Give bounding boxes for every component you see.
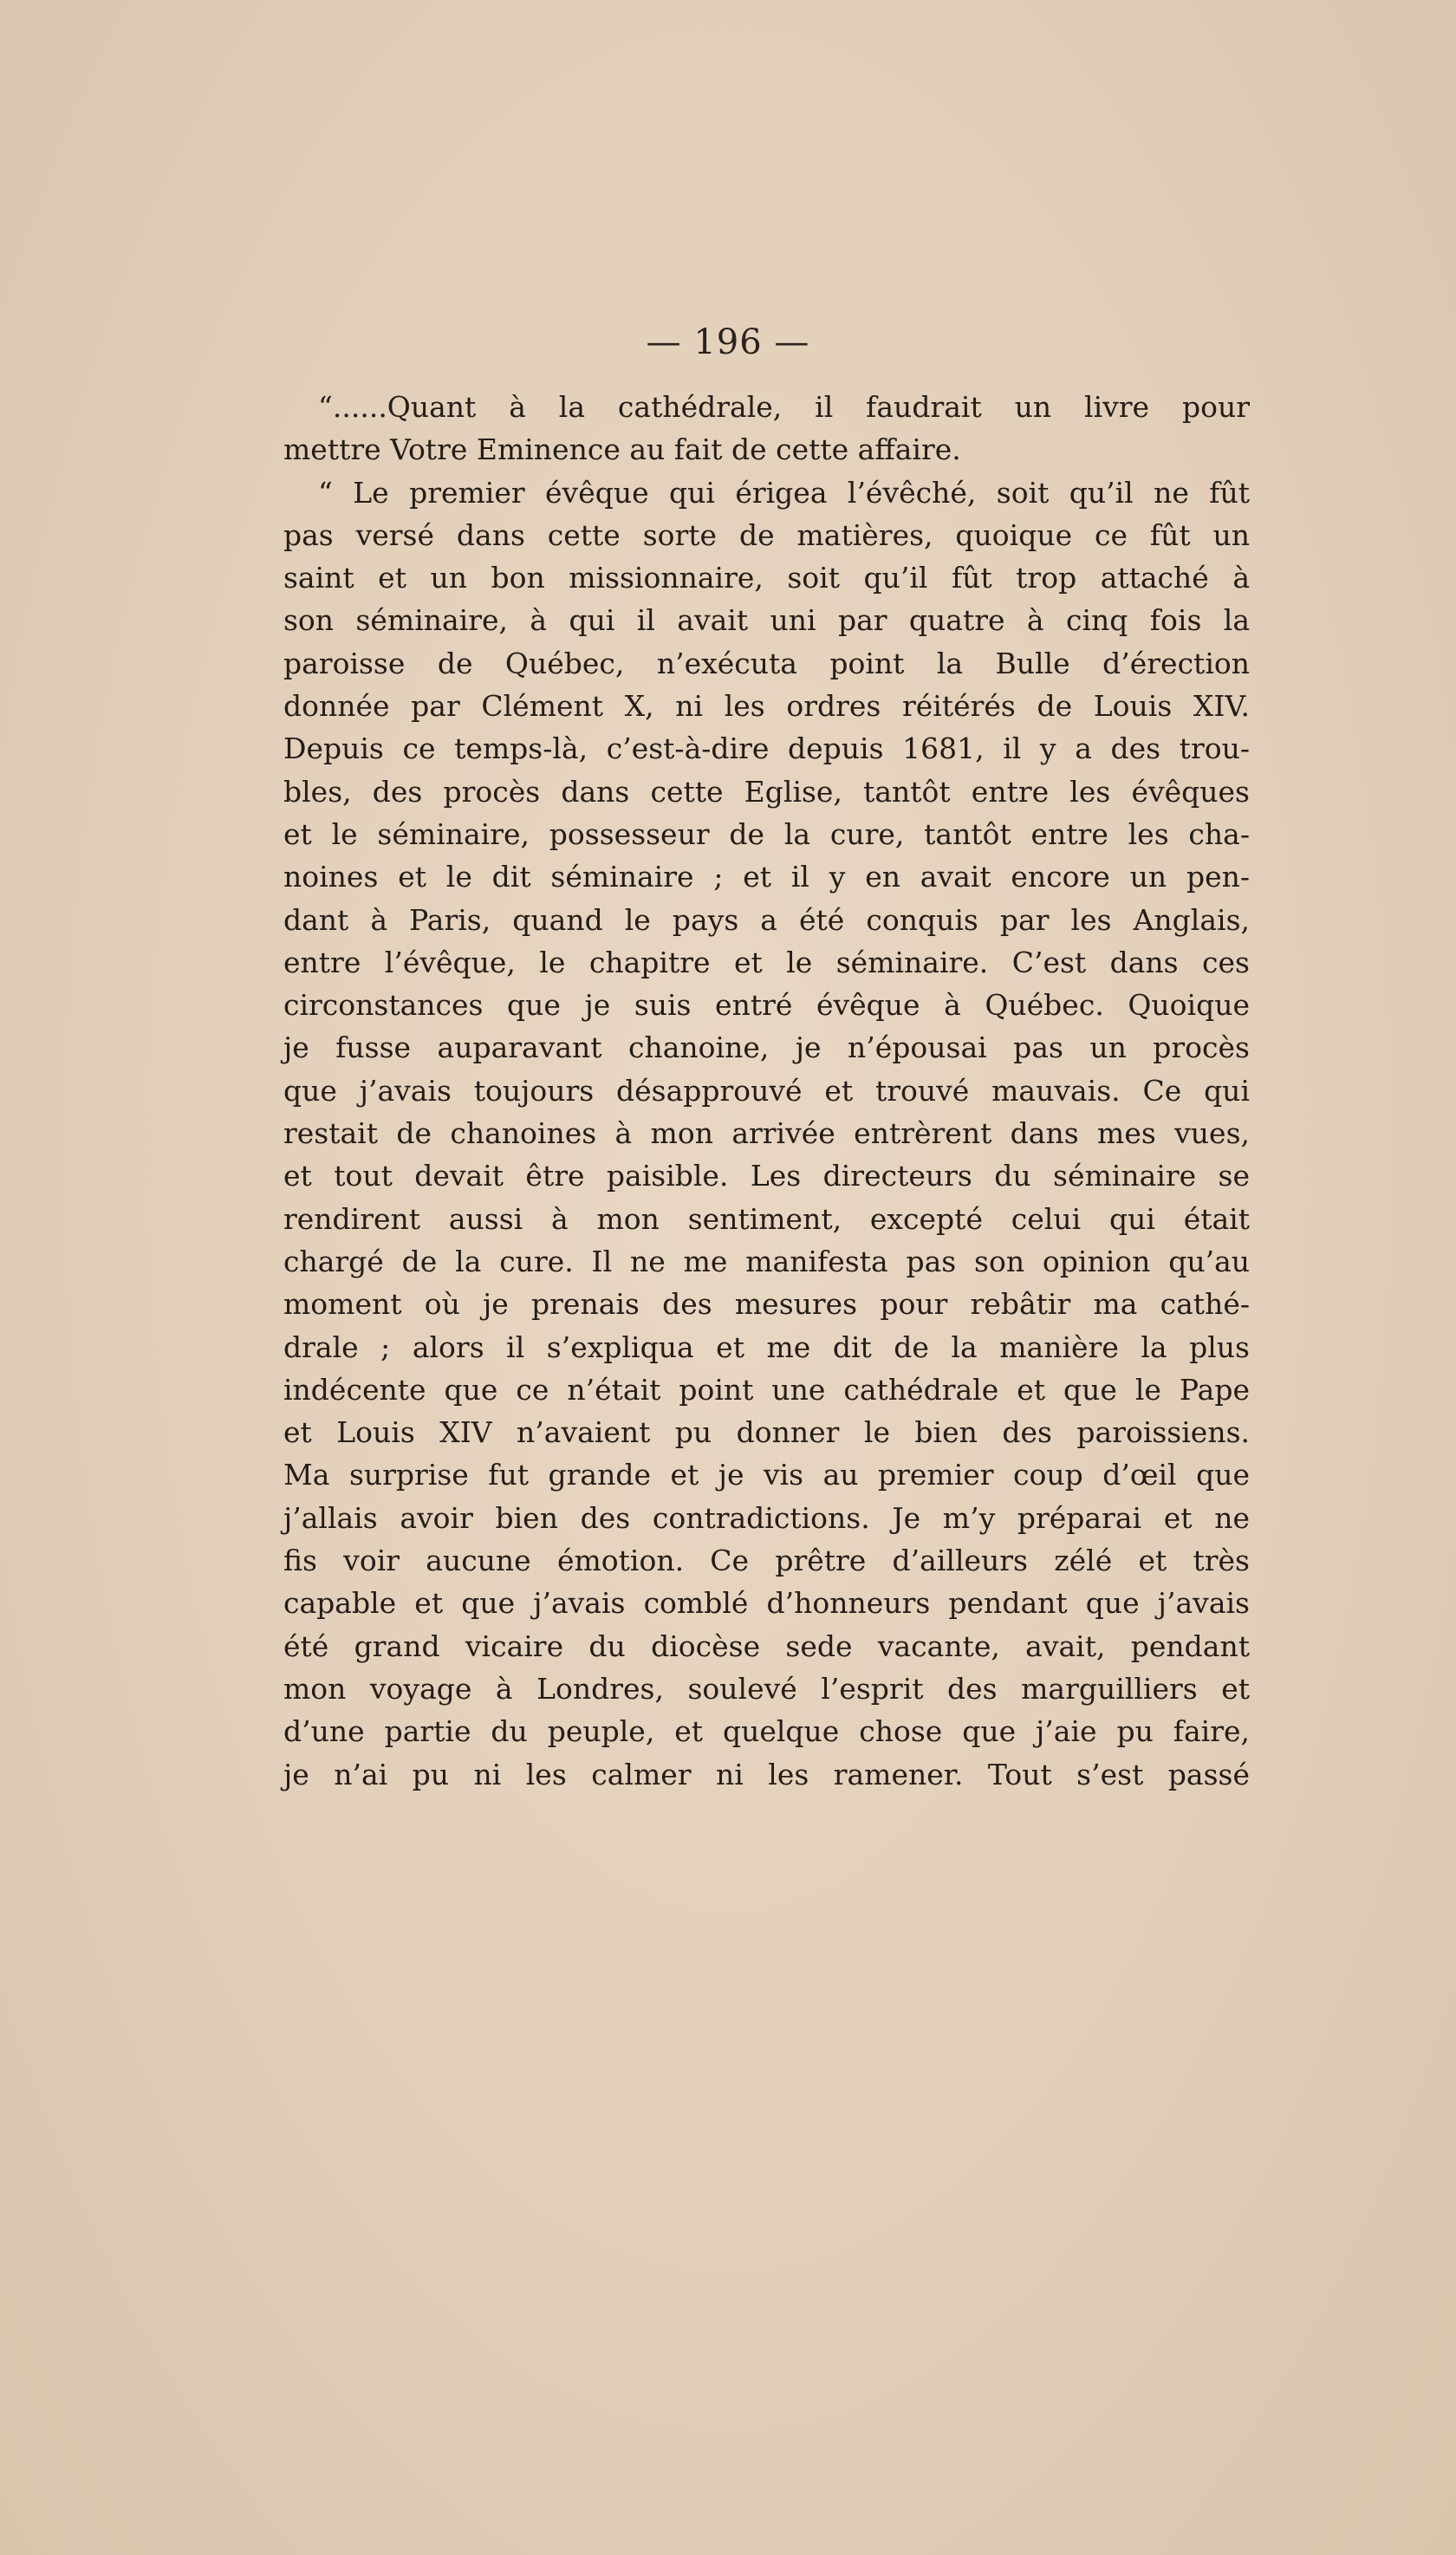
text-line: indécente que ce n’était point une cathédrale et que le Pape (283, 1372, 1250, 1407)
text-line: drale ; alors il s’expliqua et me dit de la manière la plus (283, 1330, 1250, 1364)
text-line: saint et un bon missionnaire, soit qu’il fût trop attaché à (283, 561, 1250, 595)
text-line: restait de chanoines à mon arrivée entrèrent dans mes vues, (283, 1116, 1250, 1151)
text-line: bles, des procès dans cette Eglise, tantôt entre les évêques (283, 774, 1250, 809)
text-line: fis voir aucune émotion. Ce prêtre d’ailleurs zélé et très (283, 1544, 1250, 1578)
page-number: — 196 — (646, 322, 810, 362)
text-line: donnée par Clément X, ni les ordres réitérés de Louis XIV. (283, 689, 1250, 724)
text-line: rendirent aussi à mon sentiment, excepté celui qui était (283, 1201, 1250, 1236)
text-line: et tout devait être paisible. Les directeurs du séminaire se (283, 1159, 1250, 1193)
text-line: dant à Paris, quand le pays a été conquis par les Anglais, (283, 902, 1250, 937)
text-line: et Louis XIV n’avaient pu donner le bien des paroissiens. (283, 1415, 1250, 1450)
text-line: été grand vicaire du diocèse sede vacante, avait, pendant (283, 1629, 1250, 1663)
text-line: pas versé dans cette sorte de matières, quoique ce fût un (283, 517, 1250, 552)
text-line: mon voyage à Londres, soulevé l’esprit des marguilliers et (283, 1671, 1250, 1706)
text-line: d’une partie du peuple, et quelque chose que j’aie pu faire, (283, 1714, 1250, 1749)
text-line: chargé de la cure. Il ne me manifesta pas son opinion qu’au (283, 1244, 1250, 1278)
text-line: “ Le premier évêque qui érigea l’évêché, soit qu’il ne fût (318, 475, 1250, 510)
text-line: et le séminaire, possesseur de la cure, tantôt entre les cha- (283, 816, 1250, 851)
text-line: son séminaire, à qui il avait uni par quatre à cinq fois la (283, 603, 1250, 638)
paragraph (283, 471, 1250, 1796)
text-line: mettre Votre Eminence au fait de cette affaire. (283, 432, 961, 467)
text-line: “......Quant à la cathédrale, il faudrait un livre pour (318, 390, 1250, 424)
text-line: noines et le dit séminaire ; et il y en avait encore un pen- (283, 860, 1250, 894)
text-line: entre l’évêque, le chapitre et le séminaire. C’est dans ces (283, 945, 1250, 979)
text-line: capable et que j’avais comblé d’honneurs pendant que j’avais (283, 1586, 1250, 1621)
paragraph (283, 386, 1250, 471)
text-line: circonstances que je suis entré évêque à Québec. Quoique (283, 988, 1250, 1023)
text-line: je n’ai pu ni les calmer ni les ramener. Tout s’est passé (283, 1757, 1250, 1791)
body-text (283, 386, 1250, 1796)
text-line: moment où je prenais des mesures pour rebâtir ma cathé- (283, 1287, 1250, 1322)
text-line: paroisse de Québec, n’exécuta point la Bulle d’érection (283, 646, 1250, 680)
text-line: Ma surprise fut grande et je vis au premier coup d’œil que (283, 1458, 1250, 1492)
text-line: je fusse auparavant chanoine, je n’épousai pas un procès (283, 1030, 1250, 1065)
text-line: j’allais avoir bien des contradictions. Je m’y préparai et ne (283, 1500, 1250, 1535)
text-line: Depuis ce temps-là, c’est-à-dire depuis 1681, il y a des trou- (283, 731, 1250, 766)
text-line: que j’avais toujours désapprouvé et trouvé mauvais. Ce qui (283, 1073, 1250, 1108)
